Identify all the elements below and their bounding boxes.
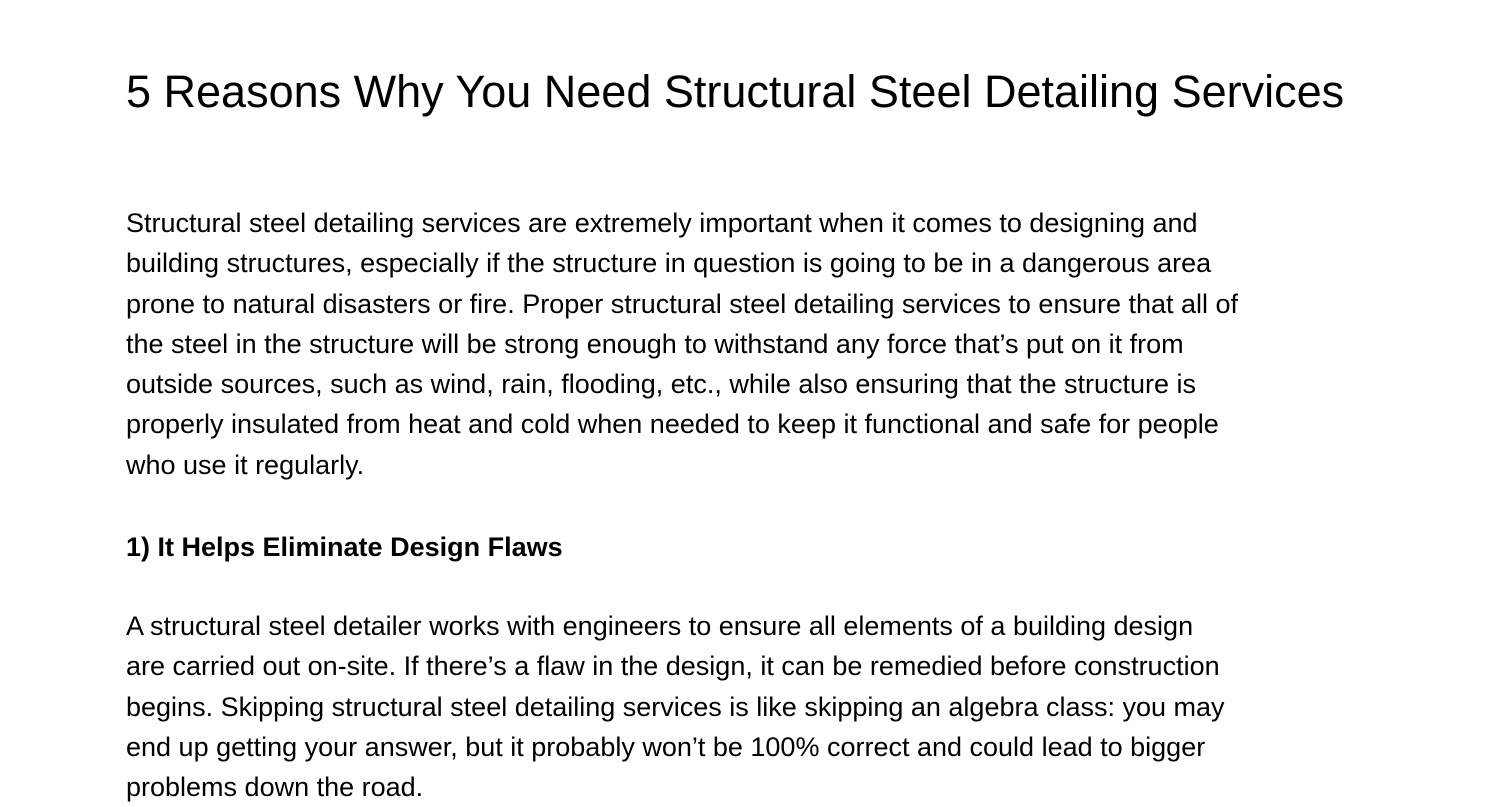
section-1-line: begins. Skipping structural steel detailing services is like skipping an algebra class: you may — [126, 691, 1225, 722]
intro-line: the steel in the structure will be strong enough to withstand any force that’s put on it from — [126, 328, 1184, 359]
intro-line: properly insulated from heat and cold when needed to keep it functional and safe for people — [126, 409, 1219, 440]
intro-line: building structures, especially if the structure in question is going to be in a dangerous area — [126, 248, 1212, 279]
intro-line: who use it regularly. — [126, 449, 365, 480]
section-1-heading: 1) It Helps Eliminate Design Flaws — [126, 532, 563, 562]
intro-line: prone to natural disasters or fire. Proper structural steel detailing services to ensure that all of — [126, 288, 1239, 319]
section-1-paragraph — [126, 606, 1386, 807]
intro-paragraph — [126, 203, 1386, 485]
document-title: 5 Reasons Why You Need Structural Steel Detailing Services — [126, 66, 1345, 117]
section-1-line: problems down the road. — [126, 772, 424, 803]
section-1-line: A structural steel detailer works with engineers to ensure all elements of a building design — [126, 611, 1194, 641]
intro-line: outside sources, such as wind, rain, flooding, etc., while also ensuring that the structure is — [126, 369, 1197, 400]
section-1-line: end up getting your answer, but it probably won’t be 100% correct and could lead to bigger — [126, 731, 1206, 762]
section-1-line: are carried out on-site. If there’s a flaw in the design, it can be remedied before construction — [126, 651, 1220, 682]
intro-line: Structural steel detailing services are extremely important when it comes to designing and — [126, 208, 1198, 238]
